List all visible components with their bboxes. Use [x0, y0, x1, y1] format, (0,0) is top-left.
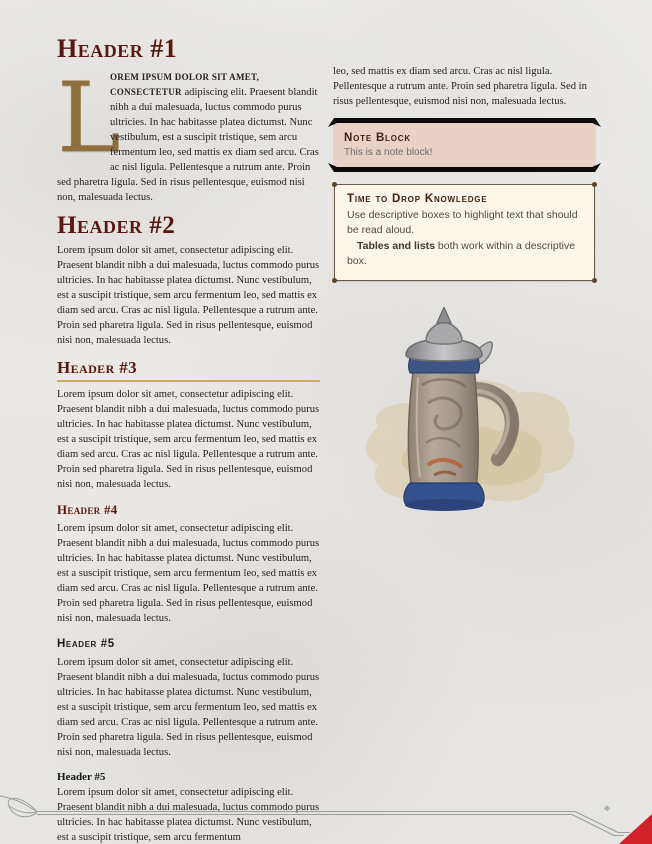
note-block-bottom-ribbon	[328, 163, 601, 172]
descriptive-box-line2	[347, 239, 582, 269]
header-3: Header #3	[57, 358, 320, 382]
body-paragraph: Lorem ipsum dolor sit amet, consectetur adipiscing elit. Praesent blandit nibh a dui malesuada, luctus commodo purus ultricies. In hac habitasse platea dictumst. Nunc vestibulum, est a suscipit tristique, sem arcu fermentum leo, sed mattis ex diam sed arcu. Cras ac nisl ligula. Pellentesque a rutrum ante. Proin sed pharetra ligula. Sed in risus pellentesque, euismod nisi non, malesuada lectus.	[57, 523, 320, 624]
right-column	[333, 34, 596, 844]
beer-stein-image	[348, 307, 584, 519]
lead-paragraph	[57, 62, 320, 205]
descriptive-box-title: Time to Drop Knowledge	[347, 193, 488, 205]
footer-flourish	[0, 794, 652, 844]
header-1: Header #1	[57, 34, 178, 63]
continuation-paragraph: leo, sed mattis ex diam sed arcu. Cras ac nisl ligula. Pellentesque a rutrum ante. Proin sed pharetra ligula. Sed in risus pellentesque, euismod nisi non, malesuada lectus.	[333, 66, 587, 107]
corner-pin-icon	[592, 182, 597, 187]
body-paragraph: Lorem ipsum dolor sit amet, consectetur adipiscing elit. Praesent blandit nibh a dui malesuada, luctus commodo purus ultricies. In hac habitasse platea dictumst. Nunc vestibulum, est a suscipit tristique, sem arcu fermentum leo, sed mattis ex diam sed arcu. Cras ac nisl ligula. Pellentesque a rutrum ante. Proin sed pharetra ligula. Sed in risus pellentesque, euismod nisi non, malesuada lectus.	[57, 657, 320, 758]
body-paragraph-truncated: Lorem ipsum dolor sit amet, consectetur adipiscing elit. Praesent blandit nibh a dui malesuada, luctus commodo purus ultricies. In hac habitasse platea dictumst. Nunc vestibulum, est a suscipit tristique, sem arcu fermentum	[57, 787, 320, 843]
drop-cap-letter: L	[57, 62, 121, 174]
stein-illustration-container	[335, 307, 596, 524]
note-block	[333, 122, 596, 168]
footer-diamond-icon	[604, 805, 610, 811]
corner-pin-icon	[332, 278, 337, 283]
corner-pin-icon	[592, 278, 597, 283]
descriptive-box-line2-rest: both work within a descriptive box.	[347, 240, 576, 267]
descriptive-box	[334, 184, 595, 281]
red-corner-triangle	[619, 814, 652, 844]
header-5: Header #5	[57, 638, 115, 650]
header-5-bold: Header #5	[57, 771, 106, 783]
body-paragraph: Lorem ipsum dolor sit amet, consectetur adipiscing elit. Praesent blandit nibh a dui malesuada, luctus commodo purus ultricies. In hac habitasse platea dictumst. Nunc vestibulum, est a suscipit tristique, sem arcu fermentum leo, sed mattis ex diam sed arcu. Cras ac nisl ligula. Pellentesque a rutrum ante. Proin sed pharetra ligula. Sed in risus pellentesque, euismod nisi non, malesuada lectus.	[57, 245, 320, 346]
descriptive-box-line1: Use descriptive boxes to highlight text that should be read aloud.	[347, 209, 578, 236]
header-2: Header #2	[57, 212, 176, 239]
lead-smallcaps-text: OREM IPSUM DOLOR SIT AMET, CONSECTETUR	[110, 72, 260, 97]
note-block-top-ribbon	[328, 118, 601, 127]
corner-pin-icon	[332, 182, 337, 187]
lead-paragraph-text: adipiscing elit. Praesent blandit nibh a dui malesuada, luctus commodo purus ultricies. In hac habitasse platea dictumst. Nunc vestibulum, est a suscipit tristique, sem arcu fermentum leo, sed mattis ex diam sed arcu. Cras ac nisl ligula. Pellentesque a rutrum ante. Proin sed pharetra ligula. Sed in risus pellentesque, euismod nisi non, malesuada lectus.	[57, 87, 319, 203]
descriptive-box-bold-lead: Tables and lists	[357, 240, 435, 252]
note-block-body: This is a note block!	[344, 147, 433, 158]
left-column	[57, 34, 320, 844]
header-4: Header #4	[57, 502, 118, 517]
note-block-title: Note Block	[344, 132, 411, 144]
body-paragraph: Lorem ipsum dolor sit amet, consectetur adipiscing elit. Praesent blandit nibh a dui malesuada, luctus commodo purus ultricies. In hac habitasse platea dictumst. Nunc vestibulum, est a suscipit tristique, sem arcu fermentum leo, sed mattis ex diam sed arcu. Cras ac nisl ligula. Pellentesque a rutrum ante. Proin sed pharetra ligula. Sed in risus pellentesque, euismod nisi non, malesuada lectus.	[57, 389, 320, 490]
two-column-layout	[57, 34, 596, 844]
